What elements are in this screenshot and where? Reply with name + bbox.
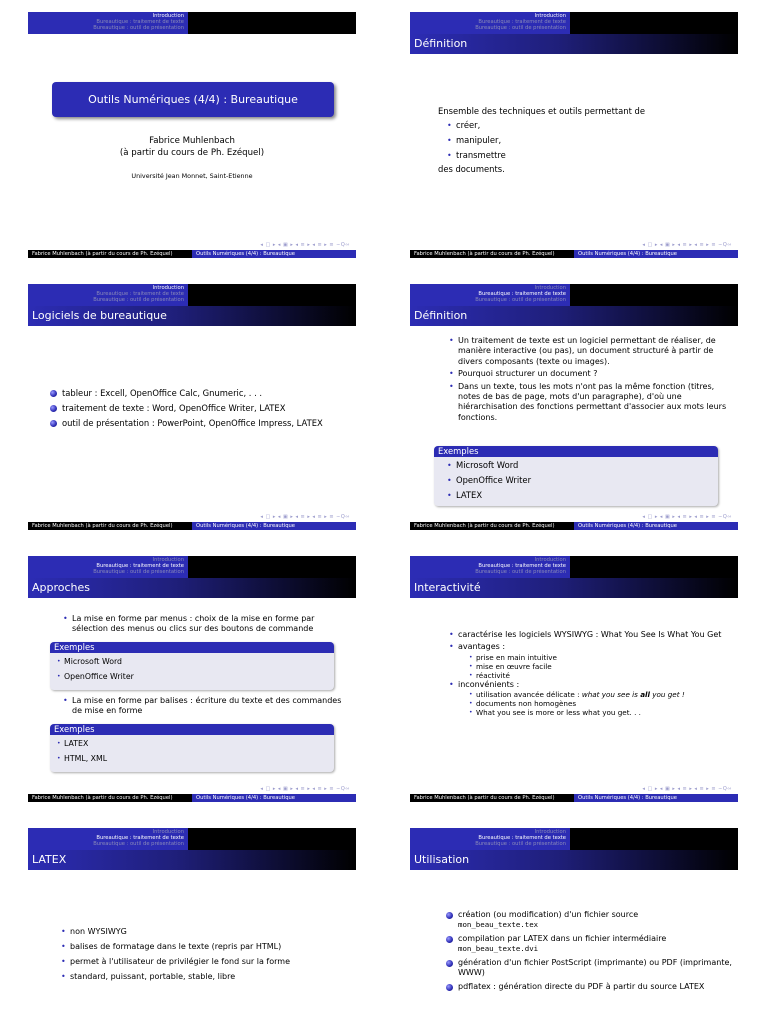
frame-title: Interactivité [410, 578, 738, 598]
block-title: Exemples [434, 446, 718, 457]
list-item: • LATEX [64, 736, 334, 751]
nav-section-presentation[interactable]: Bureautique : outil de présentation [93, 841, 184, 847]
frame-title: Définition [410, 306, 738, 326]
presentation-institution: Université Jean Monnet, Saint-Etienne [131, 172, 253, 180]
list-item: • OpenOffice Writer [64, 669, 334, 684]
nav-section-introduction[interactable]: Introduction [534, 557, 566, 563]
nav-header [410, 556, 738, 578]
nav-section-presentation[interactable]: Bureautique : outil de présentation [475, 569, 566, 575]
beamer-nav-symbols[interactable]: ◂ □ ▸ ◂ ▣ ▸ ◂ ≡ ▸ ◂ ≡ ▸ ≡ ∽Q∾ [260, 786, 350, 792]
list-item: • LATEX [456, 488, 718, 503]
list-item: • manipuler, [456, 135, 728, 146]
slide-1-title [28, 12, 356, 258]
source-filename: mon_beau_texte.tex [458, 920, 539, 929]
list-item: • Microsoft Word [456, 458, 718, 473]
footer-author: Fabrice Muhlenbach (à partir du cours de Ph. Ezéquel) [28, 794, 192, 802]
slide-footer [28, 794, 356, 802]
footer-title: Outils Numériques (4/4) : Bureautique [192, 794, 356, 802]
presentation-author: Fabrice Muhlenbach [149, 136, 235, 146]
nav-header [410, 284, 738, 306]
slide-8-utilisation [410, 828, 738, 1024]
beamer-nav-symbols[interactable]: ◂ □ ▸ ◂ ▣ ▸ ◂ ≡ ▸ ◂ ≡ ▸ ≡ ∽Q∾ [260, 242, 350, 248]
nav-header [28, 284, 356, 306]
beamer-nav-symbols[interactable]: ◂ □ ▸ ◂ ▣ ▸ ◂ ≡ ▸ ◂ ≡ ▸ ≡ ∽Q∾ [642, 514, 732, 520]
list-item [458, 910, 734, 930]
examples-block [434, 446, 718, 506]
dis1-bold: all [640, 690, 650, 700]
list-item: • permet à l'utilisateur de privilégier le fond sur la forme [70, 954, 350, 969]
nav-section-traitement[interactable]: Bureautique : traitement de texte [478, 563, 566, 569]
list-item: outil de présentation : PowerPoint, OpenOffice Impress, LATEX [62, 418, 352, 429]
definition-outro: des documents. [438, 164, 505, 174]
footer-title: Outils Numériques (4/4) : Bureautique [192, 250, 356, 258]
nav-section-introduction[interactable]: Introduction [152, 829, 184, 835]
nav-section-presentation[interactable]: Bureautique : outil de présentation [93, 297, 184, 303]
beamer-nav-symbols[interactable]: ◂ □ ▸ ◂ ▣ ▸ ◂ ≡ ▸ ◂ ≡ ▸ ≡ ∽Q∾ [260, 514, 350, 520]
dis1-end: you get ! [649, 690, 685, 700]
footer-author: Fabrice Muhlenbach (à partir du cours de Ph. Ezéquel) [28, 250, 192, 258]
frame-title: LATEX [28, 850, 356, 870]
block-title: Exemples [50, 642, 334, 653]
list-item: • Un traitement de texte est un logiciel permettant de réaliser, de manière interactive (ou pas), un document structuré à partir de divers composants (texte ou images). [458, 336, 728, 367]
list-item: • HTML, XML [64, 751, 334, 766]
slide-footer [410, 522, 738, 530]
slide-footer [410, 794, 738, 802]
nav-section-introduction[interactable]: Introduction [534, 13, 566, 19]
list-item [458, 934, 734, 954]
slide-5-approches [28, 556, 356, 802]
nav-section-traitement[interactable]: Bureautique : traitement de texte [96, 563, 184, 569]
advantages-label: avantages : [458, 642, 506, 652]
definition-intro: Ensemble des techniques et outils permettant de [438, 106, 646, 116]
disadvantages-label: inconvénients : [458, 679, 520, 689]
slide-3-logiciels [28, 284, 356, 530]
list-item: • La mise en forme par menus : choix de la mise en forme par sélection des menus ou clics sur des boutons de commande [72, 614, 342, 635]
examples-block [50, 642, 334, 690]
nav-section-introduction[interactable]: Introduction [152, 285, 184, 291]
frame-title: Approches [28, 578, 356, 598]
list-item: • OpenOffice Writer [456, 473, 718, 488]
list-item: traitement de texte : Word, OpenOffice Writer, LATEX [62, 403, 352, 414]
nav-header [28, 828, 356, 850]
dis1-prefix: utilisation avancée délicate : [476, 690, 582, 700]
dis1-italic: what you see is [581, 690, 641, 700]
list-item: • non WYSIWYG [70, 924, 350, 939]
slide-6-interactivite [410, 556, 738, 802]
beamer-nav-symbols[interactable]: ◂ □ ▸ ◂ ▣ ▸ ◂ ≡ ▸ ◂ ≡ ▸ ≡ ∽Q∾ [642, 242, 732, 248]
footer-title: Outils Numériques (4/4) : Bureautique [574, 250, 738, 258]
list-item: • balises de formatage dans le texte (repris par HTML) [70, 939, 350, 954]
nav-header [28, 556, 356, 578]
block-title: Exemples [50, 724, 334, 735]
slide-4-definition [410, 284, 738, 530]
list-item: • prise en main intuitive [476, 653, 730, 662]
list-item: • Microsoft Word [64, 654, 334, 669]
list-item: • Dans un texte, tous les mots n'ont pas la même fonction (titres, notes de bas de page, mots d'un paragraphe), d'où une hiérarchisation des fonctions permettant d'associer aux mots leurs fonctions. [458, 382, 728, 424]
nav-section-traitement[interactable]: Bureautique : traitement de texte [96, 291, 184, 297]
slide-footer [28, 250, 356, 258]
frame-title: Utilisation [410, 850, 738, 870]
nav-section-traitement[interactable]: Bureautique : traitement de texte [478, 19, 566, 25]
list-item: tableur : Excell, OpenOffice Calc, Gnumeric, . . . [62, 388, 352, 399]
list-item: • documents non homogènes [476, 699, 730, 708]
nav-header [28, 12, 356, 34]
nav-section-introduction[interactable]: Introduction [152, 13, 184, 19]
footer-author: Fabrice Muhlenbach (à partir du cours de Ph. Ezéquel) [410, 794, 574, 802]
frame-title: Logiciels de bureautique [28, 306, 356, 326]
nav-section-presentation[interactable]: Bureautique : outil de présentation [475, 297, 566, 303]
nav-section-presentation[interactable]: Bureautique : outil de présentation [93, 25, 184, 31]
frame-title: Définition [410, 34, 738, 54]
nav-section-presentation[interactable]: Bureautique : outil de présentation [475, 841, 566, 847]
list-item: • Pourquoi structurer un document ? [458, 369, 728, 379]
list-item [458, 680, 730, 717]
footer-title: Outils Numériques (4/4) : Bureautique [574, 522, 738, 530]
footer-author: Fabrice Muhlenbach (à partir du cours de Ph. Ezéquel) [410, 522, 574, 530]
list-item: • créer, [456, 120, 728, 131]
list-item: • standard, puissant, portable, stable, libre [70, 969, 350, 984]
nav-section-traitement[interactable]: Bureautique : traitement de texte [478, 291, 566, 297]
nav-section-traitement[interactable]: Bureautique : traitement de texte [96, 19, 184, 25]
slide-2-definition [410, 12, 738, 258]
nav-header [410, 828, 738, 850]
footer-author: Fabrice Muhlenbach (à partir du cours de Ph. Ezéquel) [28, 522, 192, 530]
list-item [458, 642, 730, 679]
list-item: • What you see is more or less what you get. . . [476, 708, 730, 717]
list-item: • transmettre [456, 150, 728, 161]
nav-section-introduction[interactable]: Introduction [534, 829, 566, 835]
nav-section-introduction[interactable]: Introduction [152, 557, 184, 563]
nav-section-presentation[interactable]: Bureautique : outil de présentation [475, 25, 566, 31]
nav-section-introduction[interactable]: Introduction [534, 285, 566, 291]
nav-section-traitement[interactable]: Bureautique : traitement de texte [478, 835, 566, 841]
step-text: compilation par LATEX dans un fichier intermédiaire [458, 934, 667, 943]
examples-block [50, 724, 334, 772]
slide-7-latex [28, 828, 356, 1024]
list-item [476, 690, 730, 699]
footer-title: Outils Numériques (4/4) : Bureautique [574, 794, 738, 802]
dvi-filename: mon_beau_texte.dvi [458, 944, 539, 953]
list-item: • mise en œuvre facile [476, 662, 730, 671]
slide-footer [28, 522, 356, 530]
nav-section-presentation[interactable]: Bureautique : outil de présentation [93, 569, 184, 575]
step-text: création (ou modification) d'un fichier source [458, 910, 639, 919]
footer-author: Fabrice Muhlenbach (à partir du cours de Ph. Ezéquel) [410, 250, 574, 258]
presentation-title-box: Outils Numériques (4/4) : Bureautique [52, 82, 334, 117]
beamer-nav-symbols[interactable]: ◂ □ ▸ ◂ ▣ ▸ ◂ ≡ ▸ ◂ ≡ ▸ ≡ ∽Q∾ [642, 786, 732, 792]
list-item: • La mise en forme par balises : écriture du texte et des commandes de mise en forme [72, 696, 342, 717]
footer-title: Outils Numériques (4/4) : Bureautique [192, 522, 356, 530]
nav-header [410, 12, 738, 34]
nav-section-traitement[interactable]: Bureautique : traitement de texte [96, 835, 184, 841]
presentation-credit: (à partir du cours de Ph. Ezéquel) [119, 148, 265, 158]
slide-footer [410, 250, 738, 258]
list-item: • caractérise les logiciels WYSIWYG : What You See Is What You Get [458, 630, 730, 640]
list-item: • réactivité [476, 671, 730, 680]
list-item: pdflatex : génération directe du PDF à partir du source LATEX [458, 982, 734, 992]
list-item: génération d'un fichier PostScript (imprimante) ou PDF (imprimante, WWW) [458, 958, 734, 978]
